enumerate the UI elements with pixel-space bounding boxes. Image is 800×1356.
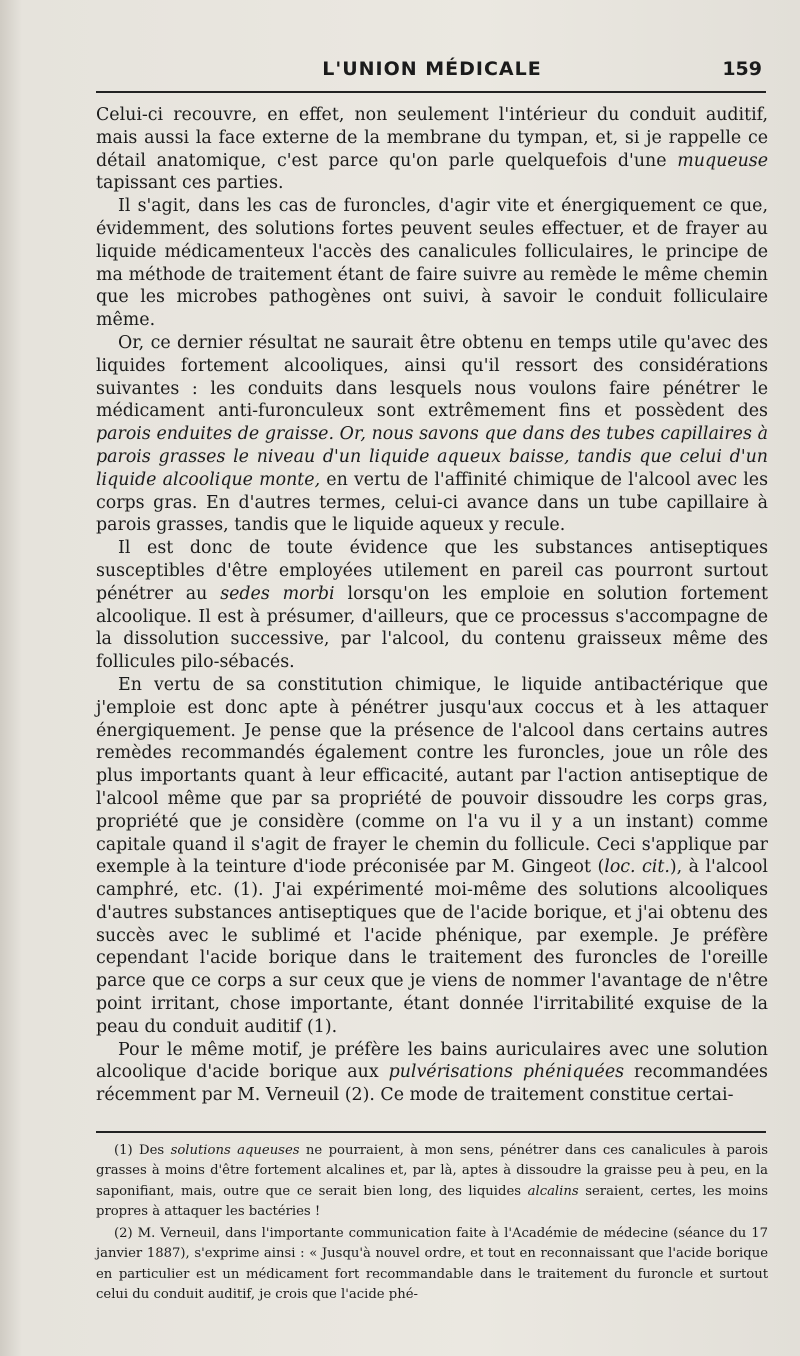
text-run: Il est donc de toute évidence que les substances antiseptiques susceptibles d'être employées utilement en pareil cas pourront surtout pénétrer au — [96, 538, 768, 604]
text-run: ), à l'alcool camphré, etc. (1). J'ai expérimenté moi-même des solutions alcooliques d'autres substances antiseptiques que de l'acide borique, et j'ai obtenu des succès avec le sublimé et l'acide phénique, par exemple. Je préfère cependant l'acide borique dans le traitement des furoncles de l'oreille parce que ce corps a sur ceux que je viens de nommer l'avantage de n'être point irritant, chose importante, étant donnée l'irritabilité exquise de la peau du conduit auditif (1). — [96, 857, 768, 1037]
page-number: 159 — [722, 58, 762, 80]
footnote — [96, 1141, 768, 1222]
text-run: En vertu de sa constitution chimique, le liquide antibactérique que j'emploie est donc apte à pénétrer jusqu'aux coccus et à les attaquer énergiquement. Je pense que la présence de l'alcool dans certains autres remèdes recommandés également contre les furoncles, joue un rôle des plus importants quant à leur efficacité, autant par l'action antiseptique de l'alcool même que par sa propriété de pouvoir dissoudre les corps gras, propriété que je considère (comme on l'a vu il y a un instant) comme capitale quand il s'agit de frayer le chemin du follicule. Ceci s'applique par exemple à la teinture d'iode préconisée par M. Gingeot ( — [96, 674, 768, 878]
paragraph — [96, 195, 768, 332]
paragraph — [96, 1039, 768, 1107]
text-run: Celui-ci recouvre, en effet, non seulement l'intérieur du conduit auditif, mais aussi la face externe de la membrane du tympan, et, si je rappelle ce détail anatomique, c'est parce qu'on parle quelquefois d'une — [96, 105, 768, 171]
footnote-rule — [96, 1131, 766, 1133]
italic-text: solutions aqueuses — [170, 1143, 300, 1158]
text-run: lorsqu'on les emploie en solution fortement alcoolique. Il est à présumer, d'ailleurs, que ce processus s'accompagne de la dissolution successive, par l'alcool, du contenu graisseux même des follicules pilo-sébacés. — [96, 583, 768, 673]
text-run: tapissant ces parties. — [96, 173, 284, 194]
running-header — [96, 58, 768, 88]
text-run: Or, ce dernier résultat ne saurait être obtenu en temps utile qu'avec des liquides fortement alcooliques, ainsi qu'il ressort des considérations suivantes : les conduits dans lesquels nous voulons faire pénétrer le médicament anti-furonculeux sont extrêmement fins et possèdent des — [96, 332, 768, 422]
paragraph — [96, 674, 768, 1039]
text-run: (1) Des — [114, 1143, 171, 1158]
italic-text: loc. cit. — [604, 857, 670, 878]
paragraph — [96, 104, 768, 195]
text-run: seraient, certes, les moins propres à attaquer les bactéries ! — [96, 1183, 768, 1219]
text-run: Il s'agit, dans les cas de furoncles, d'agir vite et énergiquement ce que, évidemment, des solutions fortes peuvent seules effectuer, et de frayer au liquide médicamenteux l'accès des canalicules folliculaires, le principe de ma méthode de traitement étant de faire suivre au remède le même chemin que les microbes pathogènes ont suivi, à savoir le conduit folliculaire même. — [96, 196, 768, 331]
text-run: Pour le même motif, je préfère les bains auriculaires avec une solution alcoolique d'acide borique aux — [96, 1039, 768, 1083]
journal-title: L'UNION MÉDICALE — [322, 58, 542, 80]
paragraph — [96, 332, 768, 537]
italic-text: alcalins — [527, 1183, 579, 1199]
paragraph — [96, 537, 768, 674]
article-body — [96, 104, 768, 1107]
italic-text: sedes morbi — [220, 583, 335, 604]
text-run: (2) M. Verneuil, dans l'importante communication faite à l'Académie de médecine (séance du 17 janvier 1887), s'exprime ainsi : « Jusqu'à nouvel ordre, et tout en reconnaissant que l'acide borique en particulier est un médicament fort recommandable dans le traitement du furoncle et surtout celui du conduit auditif, je crois que l'acide phé- — [96, 1226, 768, 1303]
footnote — [96, 1224, 768, 1305]
footnotes — [96, 1141, 768, 1305]
italic-text: parois enduites de graisse. Or, nous savons que dans des tubes capillaires à parois grasses le niveau d'un liquide aqueux baisse, tandis que celui d'un liquide alcoolique monte, — [96, 424, 768, 490]
header-rule — [96, 91, 766, 93]
text-run: en vertu de l'affinité chimique de l'alcool avec les corps gras. En d'autres termes, celui-ci avance dans un tube capillaire à parois grasses, tandis que le liquide aqueux y recule. — [96, 469, 769, 536]
text-run: ne pourraient, à mon sens, pénétrer dans ces canalicules à parois grasses à moins d'être fortement alcalines et, par là, aptes à dissoudre la graisse peu à peu, en la saponifiant, mais, outre que ce serait bien long, des liquides — [96, 1143, 768, 1199]
italic-text: muqueuse — [677, 150, 768, 171]
text-run: recommandées récemment par M. Verneuil (2). Ce mode de traitement constitue certai- — [96, 1062, 768, 1106]
italic-text: pulvérisations phéniquées — [388, 1062, 625, 1083]
